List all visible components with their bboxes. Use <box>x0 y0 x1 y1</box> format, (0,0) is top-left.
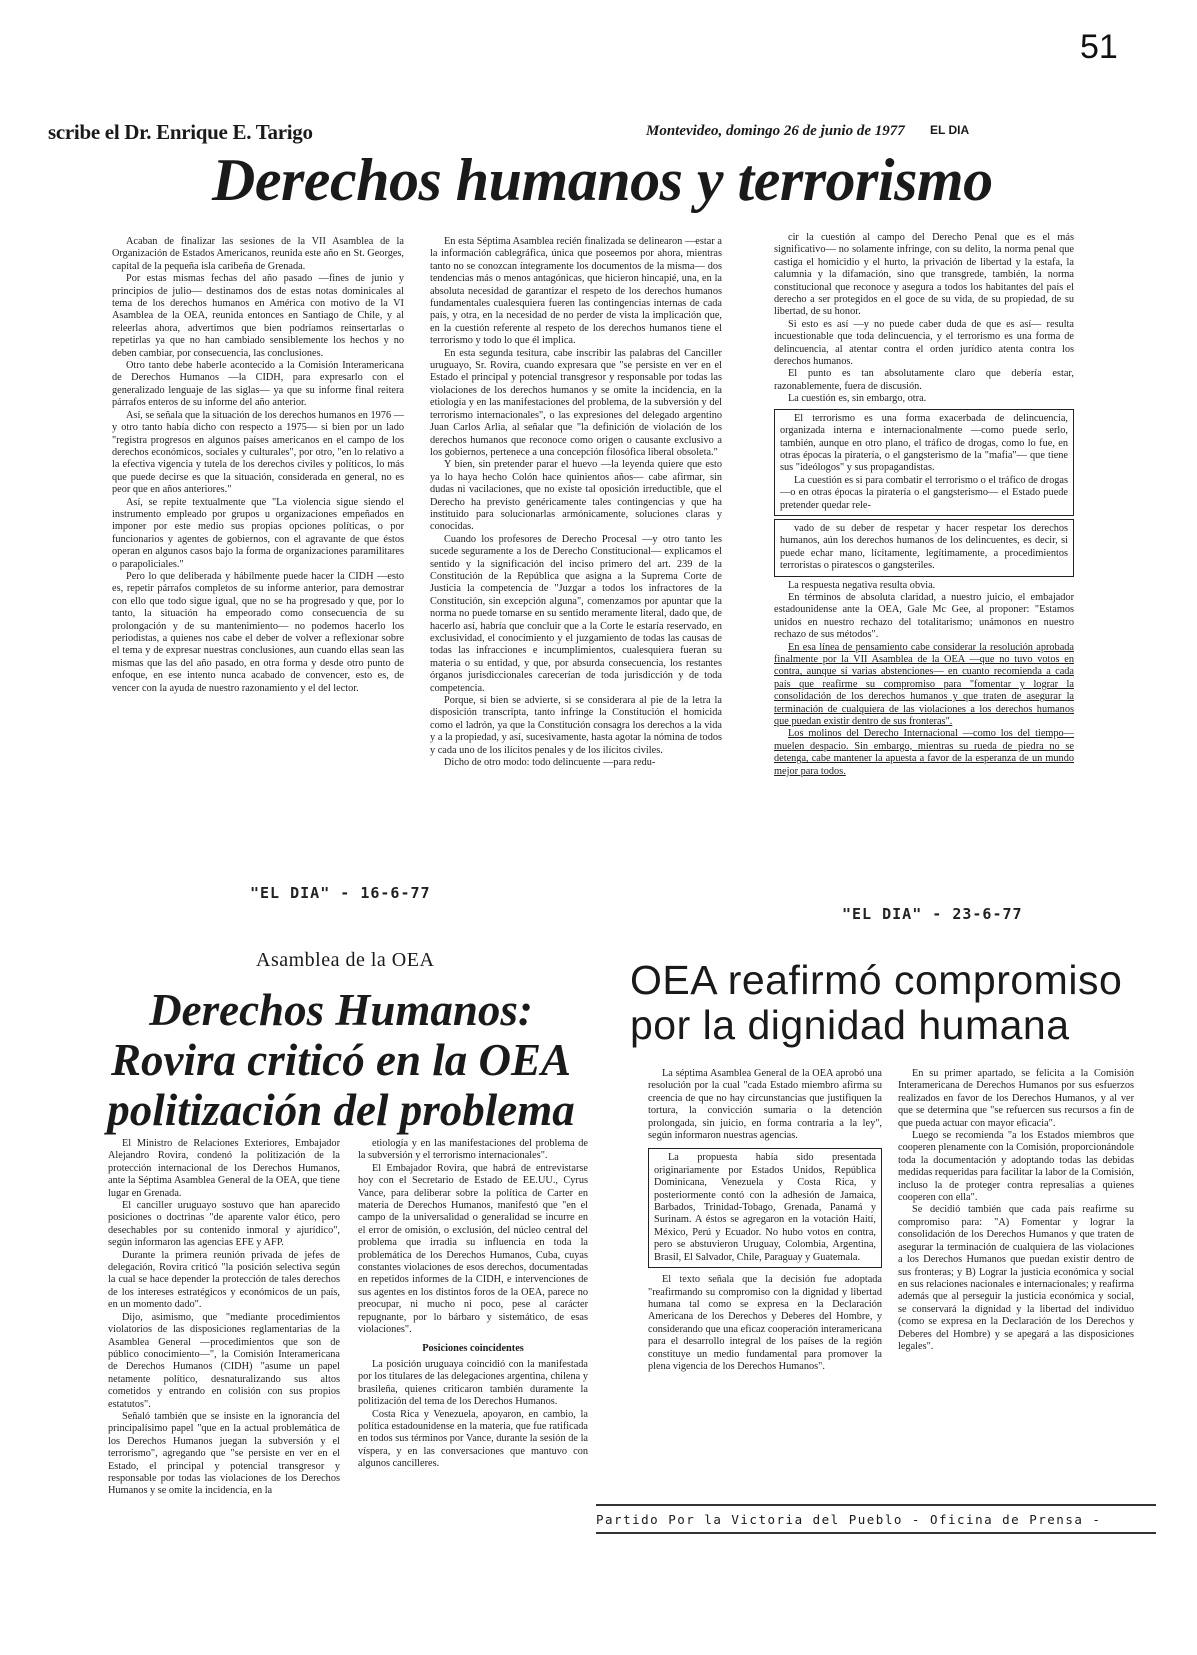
paragraph: En esta segunda tesitura, cabe inscribir las palabras del Canciller uruguayo, Sr. Rovira, cuando expresara que "se persiste en ver en el Estado el principal y potencial transgresor y responsable por todas las violaciones de los derechos humanos y se omite la incidencia, en la etiología y en las manifestaciones del problema, de la subversión y del terrorismo internacionales", o las expresiones del delegado argentino Juan Carlos Arlia, al señalar que "la definición de violación de los derechos humanos que reconoce como origen o causante exclusivo a los gobiernos, pertenece a una concepción filosófica liberal obsoleta." <box>430 347 722 458</box>
paragraph: Se decidió también que cada país reafirme su compromiso para: "A) Fomentar y lograr la consolidación de los Derechos Humanos y que traten de asegurar la terminación de cualquiera de las violaciones a los Derechos Humanos que puedan existir dentro de sus fronteras; y B) Lograr la justicia económica y social en sus relaciones nacionales e internacionales; y reafirma además que al perseguir la justicia económica y social, se conservará la dignidad y la libertad del individuo (como se expresa en la Declaración de los Derechos y Deberes del Hombre) y se apegará a las disposiciones legales". <box>898 1204 1134 1352</box>
paragraph: Durante la primera reunión privada de jefes de delegación, Rovira criticó "la posición selectiva según la cual se hace depender la protección de tales derechos de los intereses estratégicos y económicos de un país, en un momento dado". <box>108 1249 340 1311</box>
paragraph: Los molinos del Derecho Internacional —como los del tiempo— muelen despacio. Sin embargo, mientras su rueda de piedra no se detenga, cabe mantener la apuesta a favor de la esperanza de un mundo mejor para todos. <box>774 728 1074 777</box>
paragraph: La posición uruguaya coincidió con la manifestada por los titulares de las delegaciones argentina, chilena y brasileña, quienes criticaron también duramente la politización del tema de los Derechos Humanos. <box>358 1358 588 1408</box>
paragraph: Por estas mismas fechas del año pasado —fines de junio y principios de julio— destinamos dos de estas notas dominicales al tema de los derechos humanos en América con motivo de la VI Asamblea de la OEA, reunida entonces en Santiago de Chile, y al releerlas ahora, advertimos que bien podríamos reinsertarlas o repetirlas ya que no han cambiado sensiblemente los hechos y no deben cambiar, por consecuencia, las conclusiones. <box>112 273 404 359</box>
footer-rule <box>596 1532 1156 1534</box>
paragraph: Y bien, sin pretender parar el huevo —la leyenda quiere que esto ya lo haya hecho Colón hace quinientos años— cabe afirmar, sin dudas ni vacilaciones, que no existe tal oposición irreductible, que el Derecho ha previsto genéricamente tales contingencias y que ha instituido para solucionarlas armónicamente, soluciones claras y conocidas. <box>430 459 722 533</box>
subheading: Posiciones coincidentes <box>422 1342 524 1354</box>
article3-column-1 <box>648 1068 882 1373</box>
paragraph: etiología y en las manifestaciones del problema de la subversión y el terrorismo internacionales". <box>358 1138 588 1162</box>
paragraph: La propuesta había sido presentada originariamente por Estados Unidos, República Dominicana, Venezuela y Costa Rica, y posteriormente contó con la adhesión de Jamaica, Barbados, Trinidad-Tobago, Grenada, Panamá y Surinam. A éstos se agregaron en la votación Haití, México, Perú y Ecuador. No hubo votos en contra, pero se abstuvieron Uruguay, Colombia, Argentina, Brasil, El Salvador, Chile, Paraguay y Guatemala. <box>654 1152 876 1263</box>
footer-text: Partido Por la Victoria del Pueblo - Oficina de Prensa - <box>596 1512 1102 1527</box>
paragraph: En esa línea de pensamiento cabe considerar la resolución aprobada finalmente por la VII Asamblea de la OEA —que no tuvo votos en contra, aunque sí varias abstenciones— en cuanto recomienda a cada país que reafirme su compromiso para "fomentar y lograr la consolidación de los derechos humanos y que traten de asegurar la terminación de cualquiera de las violaciones a los derechos humanos que puedan existir dentro de sus fronteras". <box>774 641 1074 728</box>
paragraph: Otro tanto debe haberle acontecido a la Comisión Interamericana de Derechos Humanos —la CIDH, para expresarlo con el generalizado lenguaje de las siglas— ya que su informe final reitera párrafos enteros de su informe del año anterior. <box>112 360 404 409</box>
paragraph: vado de su deber de respetar y hacer respetar los derechos humanos, aún los derechos humanos de los delincuentes, es decir, si puede echar mano, lícitamente, legítimamente, a procedimientos terroristas o piratescos o gangsteriles. <box>780 522 1068 572</box>
paragraph: El texto señala que la decisión fue adoptada "reafirmando su compromiso con la dignidad y libertad humana tal como se expresa en la Declaración Americana de los Derechos y Deberes del Hombre, y considerando que una eficaz cooperación interamericana para el desarrollo integral de los países de la región constituye un medio fundamental para promover la plena vigencia de los Derechos Humanos". <box>648 1274 882 1372</box>
paragraph: Pero lo que deliberada y hábilmente puede hacer la CIDH —esto es, repetir párrafos completos de su informe anterior, para demostrar con ello que todo sigue igual, que no se ha progresado y que, por lo tanto, la situación ha empeorado como consecuencia de su prolongación y de su mantenimiento— no podemos hacerlo los periodistas, a quienes nos cabe el deber de volver a reflexionar sobre el tema y de expresar nuestras conclusiones, aun cuando ellas sean las mismas que las del año pasado, en otra forma y desde otro punto de enfoque, en ese intento nunca acabado de convencer, esto es, de vencer con la ayuda de nuestro razonamiento y el del lector. <box>112 570 404 694</box>
paragraph: La cuestión es, sin embargo, otra. <box>788 393 927 405</box>
paragraph: Dijo, asimismo, que "mediante procedimientos violatorios de las disposiciones reglamentarias de la Asamblea General —procedimientos que son de público conocimiento—", la Comisión Interamericana de Derechos Humanos (CIDH) "asume un papel netamente político, desnaturalizando sus altos cometidos y entrando en colisión con sus propios estatutos". <box>108 1311 340 1410</box>
paragraph: Señaló también que se insiste en la ignorancia del principalísimo papel "que en la actual problemática de los Derechos Humanos juegan la subversión y el terrorismo", agregando que "se persiste en ver en el Estado, el principal y potencial transgresor y responsable por todas las violaciones de los Derechos Humanos y se omite la incidencia, en la <box>108 1410 340 1497</box>
article-headline: Derechos Humanos: Rovira criticó en la OEA politización del problema <box>107 985 575 1135</box>
paragraph: En esta Séptima Asamblea recién finalizada se delinearon —estar a la información cablegráfica, única que poseemos por ahora, mientras tanto no se conozcan íntegramente los documentos de la misma— dos tendencias más o menos antagónicas, que hicieron hincapié, una, en la absoluta necesidad de garantizar el respeto de los derechos humanos fundamentales cualesquiera fueren las contingencias internas de cada país, y otra, en la necesidad de no perder de vista la implicación que, en la cuestión referente al respeto de los derechos humanos tiene el terrorismo y todo lo que él implica. <box>430 236 722 347</box>
paragraph: cir la cuestión al campo del Derecho Penal que es el más significativo— no solamente infringe, con su delito, la norma penal que castiga el homicidio y el hurto, la privación de libertad y la estafa, la calumnia y la difamación, sino que transgrede, también, la norma constitucional que reconoce y asegura a todos los habitantes del país el derecho a ser protegidos en el goce de su vida, de su propiedad, de su libertad, de su honor. <box>774 232 1074 318</box>
paragraph: Porque, si bien se advierte, si se considerara al pie de la letra la disposición transcripta, tanto infringe la Constitución el homicida como el ladrón, ya que la Constitución consagra los derechos a la vida y a la propiedad, y así, sucesivamente, hasta agotar la nómina de todos y cada uno de los ilícitos penales y de los ilícitos civiles. <box>430 695 722 756</box>
boxed-passage-continued <box>774 519 1074 577</box>
page-number: 51 <box>1080 28 1118 66</box>
paragraph: El canciller uruguayo sostuvo que han aparecido posiciones o doctrinas "de aparente valor ético, pero desechables por su contenido inmoral y ajurídico", según informaron las agencias EFE y AFP. <box>108 1200 340 1249</box>
paragraph: La séptima Asamblea General de la OEA aprobó una resolución por la cual "cada Estado miembro afirma su creencia de que no hay circunstancias que justifiquen la tortura, la convicción sumaria o la detención prolongada, sin juicio, en forma contraria a la ley", según informaron nuestras agencias. <box>648 1068 882 1142</box>
handwritten-source-note: "EL DIA" - 23-6-77 <box>842 905 1023 923</box>
article1-column-1 <box>112 236 404 695</box>
footer-rule <box>596 1504 1156 1506</box>
paragraph: Cuando los profesores de Derecho Procesal —y otro tanto les sucede seguramente a los de Derecho Constitucional— explicamos el sentido y la significación del inciso primero del art. 239 de la Constitución de la República que asigna a la Suprema Corte de Justicia la competencia de "Juzgar a todos los infractores de la Constitución, sin excepción alguna", comenzamos por apuntar que la norma no puede tomarse en su sentido meramente literal, dado que, de hacerlo así, habría que concluir que a la Corte le estaría reservado, en exclusividad, el conocimiento y el juzgamiento de todas las causas de todas las infracciones e incumplimientos, cualesquiera fueran su materia o su entidad, y que, por absurda consecuencia, los restantes órganos jurisdiccionales carecerían de toda jurisdicción y de toda competencia. <box>430 533 722 694</box>
article1-column-3 <box>774 232 1074 778</box>
byline: scribe el Dr. Enrique E. Tarigo <box>48 120 313 144</box>
paragraph: Luego se recomienda "a los Estados miembros que cooperen plenamente con la Comisión, proporcionándole toda la documentación y adoptando todas las debidas medidas requeridas para facilitar la labor de la Comisión, incluso la de proteger contra represalias a quienes cooperen con ella". <box>898 1130 1134 1204</box>
article1-column-2 <box>430 236 722 769</box>
paragraph: El Ministro de Relaciones Exteriores, Embajador Alejandro Rovira, condenó la politización de la protección internacional de los Derechos Humanos, ante la Séptima Asamblea General de la OEA, que tiene lugar en Grenada. <box>108 1138 340 1199</box>
article3-column-2 <box>898 1068 1134 1353</box>
paragraph: Acaban de finalizar las sesiones de la VII Asamblea de la Organización de Estados Americanos, reunida este año en St. Georges, capital de la pequeña isla caribeña de Grenada. <box>112 236 404 272</box>
dateline: Montevideo, domingo 26 de junio de 1977 <box>646 123 905 139</box>
paragraph: La cuestión es si para combatir el terrorismo o el tráfico de drogas —o en otras épocas la piratería o el gangsterismo— el Estado puede pretender quedar rele- <box>780 474 1068 511</box>
paragraph: Dicho de otro modo: todo delincuente —para redu- <box>444 757 656 769</box>
boxed-passage <box>648 1148 882 1268</box>
paragraph: Así, se repite textualmente que "La violencia sigue siendo el instrumento empleado por grupos u organizaciones empeñados en imponer por este medio sus propias opciones políticas, o por funcionarios y agentes de gobiernos, con el agravante de que éstos operan en algunos casos bajo la forma de organizaciones paramilitares o parapoliciales." <box>112 496 404 570</box>
paragraph: En términos de absoluta claridad, a nuestro juicio, el embajador estadounidense ante la OEA, Gale Mc Gee, al proponer: "Estamos unidos en nuestro rechazo del totalitarismo; unámonos en nuestro rechazo de sus métodos". <box>774 591 1074 641</box>
paragraph: El Embajador Rovira, que habrá de entrevistarse hoy con el Secretario de Estado de EE.UU., Cyrus Vance, para deliberar sobre la política de Carter en materia de Derechos Humanos, manifestó que "en el campo de la universalidad o generalidad se incurre en el error de omisión, o exclusión, del núcleo central del problema que irradia su influencia en toda la problemática de los Derechos Humanos, Cuba, cuyas constantes violaciones de esos derechos, documentadas en repetidos informes de la CIDH, e intervenciones de sus agentes en los distintos foros de la OEA, parece no preocupar, ni mucho ni poco, pese al carácter repugnante, por lo bárbaro y sistemático, de esas violaciones". <box>358 1162 588 1336</box>
newspaper-name: EL DIA <box>930 123 970 137</box>
paragraph: En su primer apartado, se felicita a la Comisión Interamericana de Derechos Humanos por sus esfuerzos realizados en favor de los Derechos Humanos, y al ver que se determina que "se refuercen sus recursos a fin de que pueda actuar con mayor eficacia". <box>898 1068 1134 1129</box>
paragraph: Costa Rica y Venezuela, apoyaron, en cambio, la política estadounidense en la materia, que fue ratificada en todos sus términos por Vance, durante la sesión de la víspera, y en las conversaciones que mantuvo con algunos cancilleres. <box>358 1408 588 1470</box>
paragraph: La respuesta negativa resulta obvia. <box>788 579 936 591</box>
article-headline: OEA reafirmó compromiso por la dignidad humana <box>630 957 1123 1048</box>
article-kicker: Asamblea de la OEA <box>256 949 435 971</box>
article2-column-1 <box>108 1138 340 1498</box>
paragraph: El terrorismo es una forma exacerbada de delincuencia, organizada interna e internacionalmente —como puede serlo, también, aunque en otro plano, el tráfico de drogas, como lo fue, en otras épocas la piratería, o el gangsterismo de la "mafia"— que tiene sus "ideólogos" y sus propagandistas. <box>780 412 1068 474</box>
paragraph: El punto es tan absolutamente claro que debería estar, razonablemente, fuera de discusión. <box>774 368 1074 392</box>
boxed-passage <box>774 409 1074 516</box>
paragraph: Así, se señala que la situación de los derechos humanos en 1976 —y otro tanto había dicho con respecto a 1975— si bien por un lado "registra progresos en algunos países americanos en el campo de los derechos económicos, sociales y culturales", por otro, "en lo relativo a la efectiva vigencia y tutela de los derechos civiles y políticos, lo más que puede decirse es que la situación, considerada en general, no es peor que en años anteriores." <box>112 409 404 496</box>
paragraph: Si esto es así —y no puede caber duda de que es así— resulta incuestionable que toda delincuencia, y el terrorismo es una forma de delincuencia, al atentar contra el orden jurídico atenta contra los derechos humanos. <box>774 318 1074 368</box>
handwritten-source-note: "EL DIA" - 16-6-77 <box>250 884 431 902</box>
article-headline: Derechos humanos y terrorismo <box>212 147 993 213</box>
article2-column-2 <box>358 1138 588 1471</box>
